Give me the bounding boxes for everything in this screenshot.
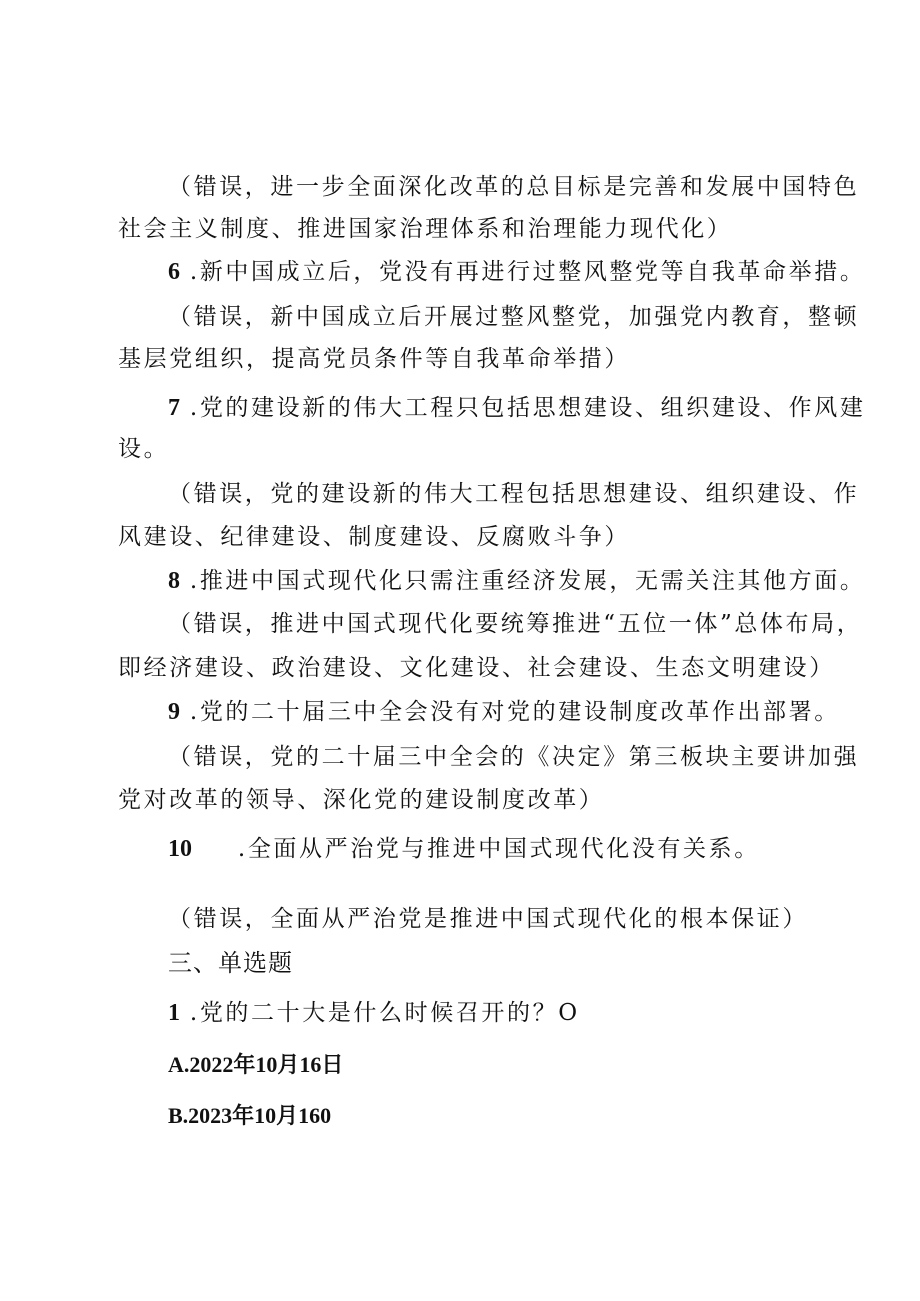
item8-explanation-line1: （错误，推进中国式现代化要统筹推进“五位一体”总体布局， (168, 611, 863, 637)
item10-text: .全面从严治党与推进中国式现代化没有关系。 (237, 836, 760, 862)
section-heading: 三、单选题 (168, 949, 293, 977)
item8-number: 8 (168, 568, 180, 594)
item10-explanation: （错误，全面从严治党是推进中国式现代化的根本保证） (168, 906, 808, 932)
item9-number: 9 (168, 699, 180, 725)
question1-option-b: B.2023年10月160 (168, 1103, 332, 1128)
question1-number: 1 (168, 1000, 180, 1026)
question1-stem (168, 998, 580, 1028)
item9-explanation-line1: （错误，党的二十届三中全会的《决定》第三板块主要讲加强 (168, 744, 860, 770)
item7-number: 7 (168, 395, 180, 421)
item10-number: 10 (168, 836, 192, 862)
item6-explanation-line2: 基层党组织，提高党员条件等自我革命举措） (118, 346, 630, 372)
item6-text: .新中国成立后，党没有再进行过整风整党等自我革命举措。 (189, 259, 866, 285)
item7-text-line1: .党的建设新的伟大工程只包括思想建设、组织建设、作风建 (189, 395, 866, 421)
item6-explanation-line1: （错误，新中国成立后开展过整风整党，加强党内教育，整顿 (168, 304, 860, 330)
item10-statement (168, 834, 760, 864)
item8-text: .推进中国式现代化只需注重经济发展，无需关注其他方面。 (189, 568, 866, 594)
item8-statement (168, 566, 865, 596)
question1-option-a: A.2022年10月16日 (168, 1052, 344, 1077)
item7-explanation-line2: 风建设、纪律建设、制度建设、反腐败斗争） (118, 524, 630, 550)
item6-number: 6 (168, 259, 180, 285)
item9-statement (168, 697, 840, 727)
item9-text: .党的二十届三中全会没有对党的建设制度改革作出部署。 (189, 699, 840, 725)
item9-explanation-line2: 党对改革的领导、深化党的建设制度改革） (118, 787, 605, 813)
item7-text-line2: 设。 (118, 436, 170, 462)
question1-text: .党的二十大是什么时候召开的？O (189, 1000, 580, 1026)
item8-explanation-line2: 即经济建设、政治建设、文化建设、社会建设、生态文明建设） (118, 655, 835, 681)
item5-explanation-line1: （错误，进一步全面深化改革的总目标是完善和发展中国特色 (168, 174, 860, 200)
item5-explanation-line2: 社会主义制度、推进国家治理体系和治理能力现代化） (118, 216, 733, 242)
item6-statement (168, 257, 865, 287)
item7-statement (168, 393, 865, 423)
item7-explanation-line1: （错误，党的建设新的伟大工程包括思想建设、组织建设、作 (168, 481, 860, 507)
